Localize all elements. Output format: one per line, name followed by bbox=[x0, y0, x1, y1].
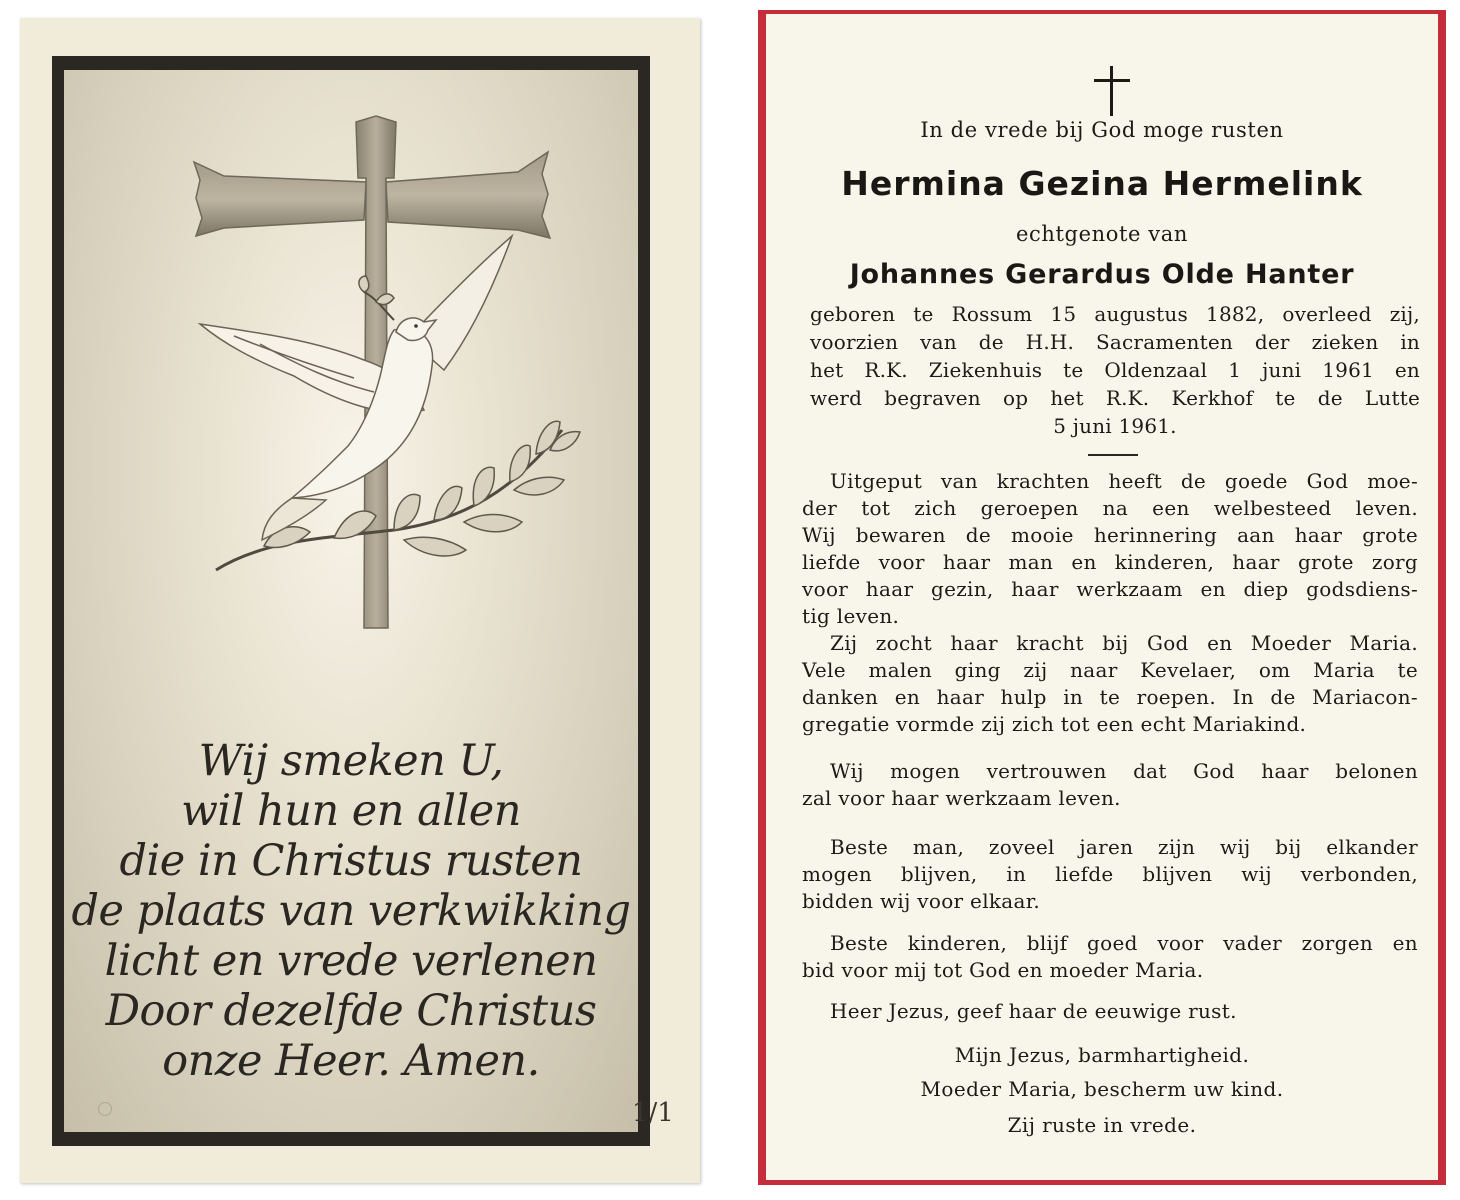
text-line: Vele malen ging zij naar Kevelaer, om Maria te bbox=[802, 658, 1418, 682]
paragraph-trust bbox=[802, 758, 1418, 812]
text-line: der tot zich geroepen na een welbesteed leven. bbox=[802, 496, 1418, 520]
text-line: liefde voor haar man en kinderen, haar grote zorg bbox=[802, 550, 1418, 574]
paragraph-faith bbox=[802, 630, 1418, 738]
text-line: bidden wij voor elkaar. bbox=[802, 889, 1041, 913]
bio-line: 5 juni 1961. bbox=[1053, 414, 1177, 438]
bio-line: het R.K. Ziekenhuis te Oldenzaal 1 juni 1961 en bbox=[810, 358, 1420, 382]
card-number: 1/1 bbox=[632, 1098, 674, 1128]
memorial-card-back bbox=[758, 10, 1446, 1185]
text-line: Beste man, zoveel jaren zijn wij bij elkander bbox=[830, 835, 1418, 859]
text-line: Heer Jezus, geef haar de eeuwige rust. bbox=[830, 999, 1237, 1023]
prayer-line: Door dezelfde Christus bbox=[105, 986, 597, 1036]
paragraph-children bbox=[802, 930, 1418, 984]
prayer-line: onze Heer. Amen. bbox=[162, 1036, 540, 1086]
prayer-line: licht en vrede verlenen bbox=[104, 936, 598, 986]
intro-line: In de vrede bij God moge rusten bbox=[920, 118, 1284, 142]
paragraph-husband bbox=[802, 834, 1418, 915]
spouse-label: echtgenote van bbox=[1015, 222, 1189, 246]
text-line: Wij mogen vertrouwen dat God haar belonen bbox=[830, 759, 1418, 783]
bio-line: werd begraven op het R.K. Kerkhof te de Lutte bbox=[810, 386, 1420, 410]
memorial-card-front bbox=[20, 18, 700, 1183]
spouse-name: Johannes Gerardus Olde Hanter bbox=[849, 259, 1355, 290]
paragraph-life bbox=[802, 468, 1418, 630]
mourning-border bbox=[52, 56, 674, 1146]
deceased-name: Hermina Gezina Hermelink bbox=[841, 164, 1363, 203]
text-line: mogen blijven, in liefde blijven wij verbonden, bbox=[802, 862, 1418, 886]
final-prayer bbox=[802, 998, 1418, 1025]
closing-line: Moeder Maria, bescherm uw kind. bbox=[920, 1077, 1284, 1101]
bio-line: voorzien van de H.H. Sacramenten der zieken in bbox=[810, 330, 1420, 354]
text-line: Wij bewaren de mooie herinnering aan haar grote bbox=[802, 523, 1418, 547]
devotional-picture bbox=[64, 70, 674, 1132]
text-line: tig leven. bbox=[802, 604, 900, 628]
text-line: bid voor mij tot God en moeder Maria. bbox=[802, 958, 1204, 982]
prayer-line: die in Christus rusten bbox=[119, 836, 583, 886]
prayer-line: wil hun en allen bbox=[181, 786, 521, 836]
dove-icon bbox=[200, 236, 512, 540]
text-line: voor haar gezin, haar werkzaam en diep godsdiens- bbox=[802, 577, 1418, 601]
divider bbox=[1088, 454, 1138, 456]
prayer-text bbox=[64, 736, 638, 1086]
cross-icon bbox=[1094, 66, 1130, 116]
bio-line: geboren te Rossum 15 augustus 1882, overleed zij, bbox=[810, 302, 1420, 326]
publisher-mark-icon bbox=[98, 1102, 112, 1116]
text-line: Beste kinderen, blijf goed voor vader zorgen en bbox=[830, 931, 1418, 955]
text-page bbox=[766, 14, 1438, 1180]
prayer-line: de plaats van verkwikking bbox=[71, 886, 631, 936]
prayer-line: Wij smeken U, bbox=[198, 736, 504, 786]
closing-line: Mijn Jezus, barmhartigheid. bbox=[954, 1043, 1250, 1067]
text-line: Uitgeput van krachten heeft de goede God moe- bbox=[830, 469, 1418, 493]
text-line: zal voor haar werkzaam leven. bbox=[802, 786, 1121, 810]
closing-line: Zij ruste in vrede. bbox=[1007, 1113, 1197, 1137]
text-line: gregatie vormde zij zich tot een echt Mariakind. bbox=[802, 712, 1307, 736]
text-line: danken en haar hulp in te roepen. In de Mariacon- bbox=[802, 685, 1418, 709]
text-line: Zij zocht haar kracht bij God en Moeder Maria. bbox=[830, 631, 1418, 655]
biography bbox=[810, 300, 1420, 440]
